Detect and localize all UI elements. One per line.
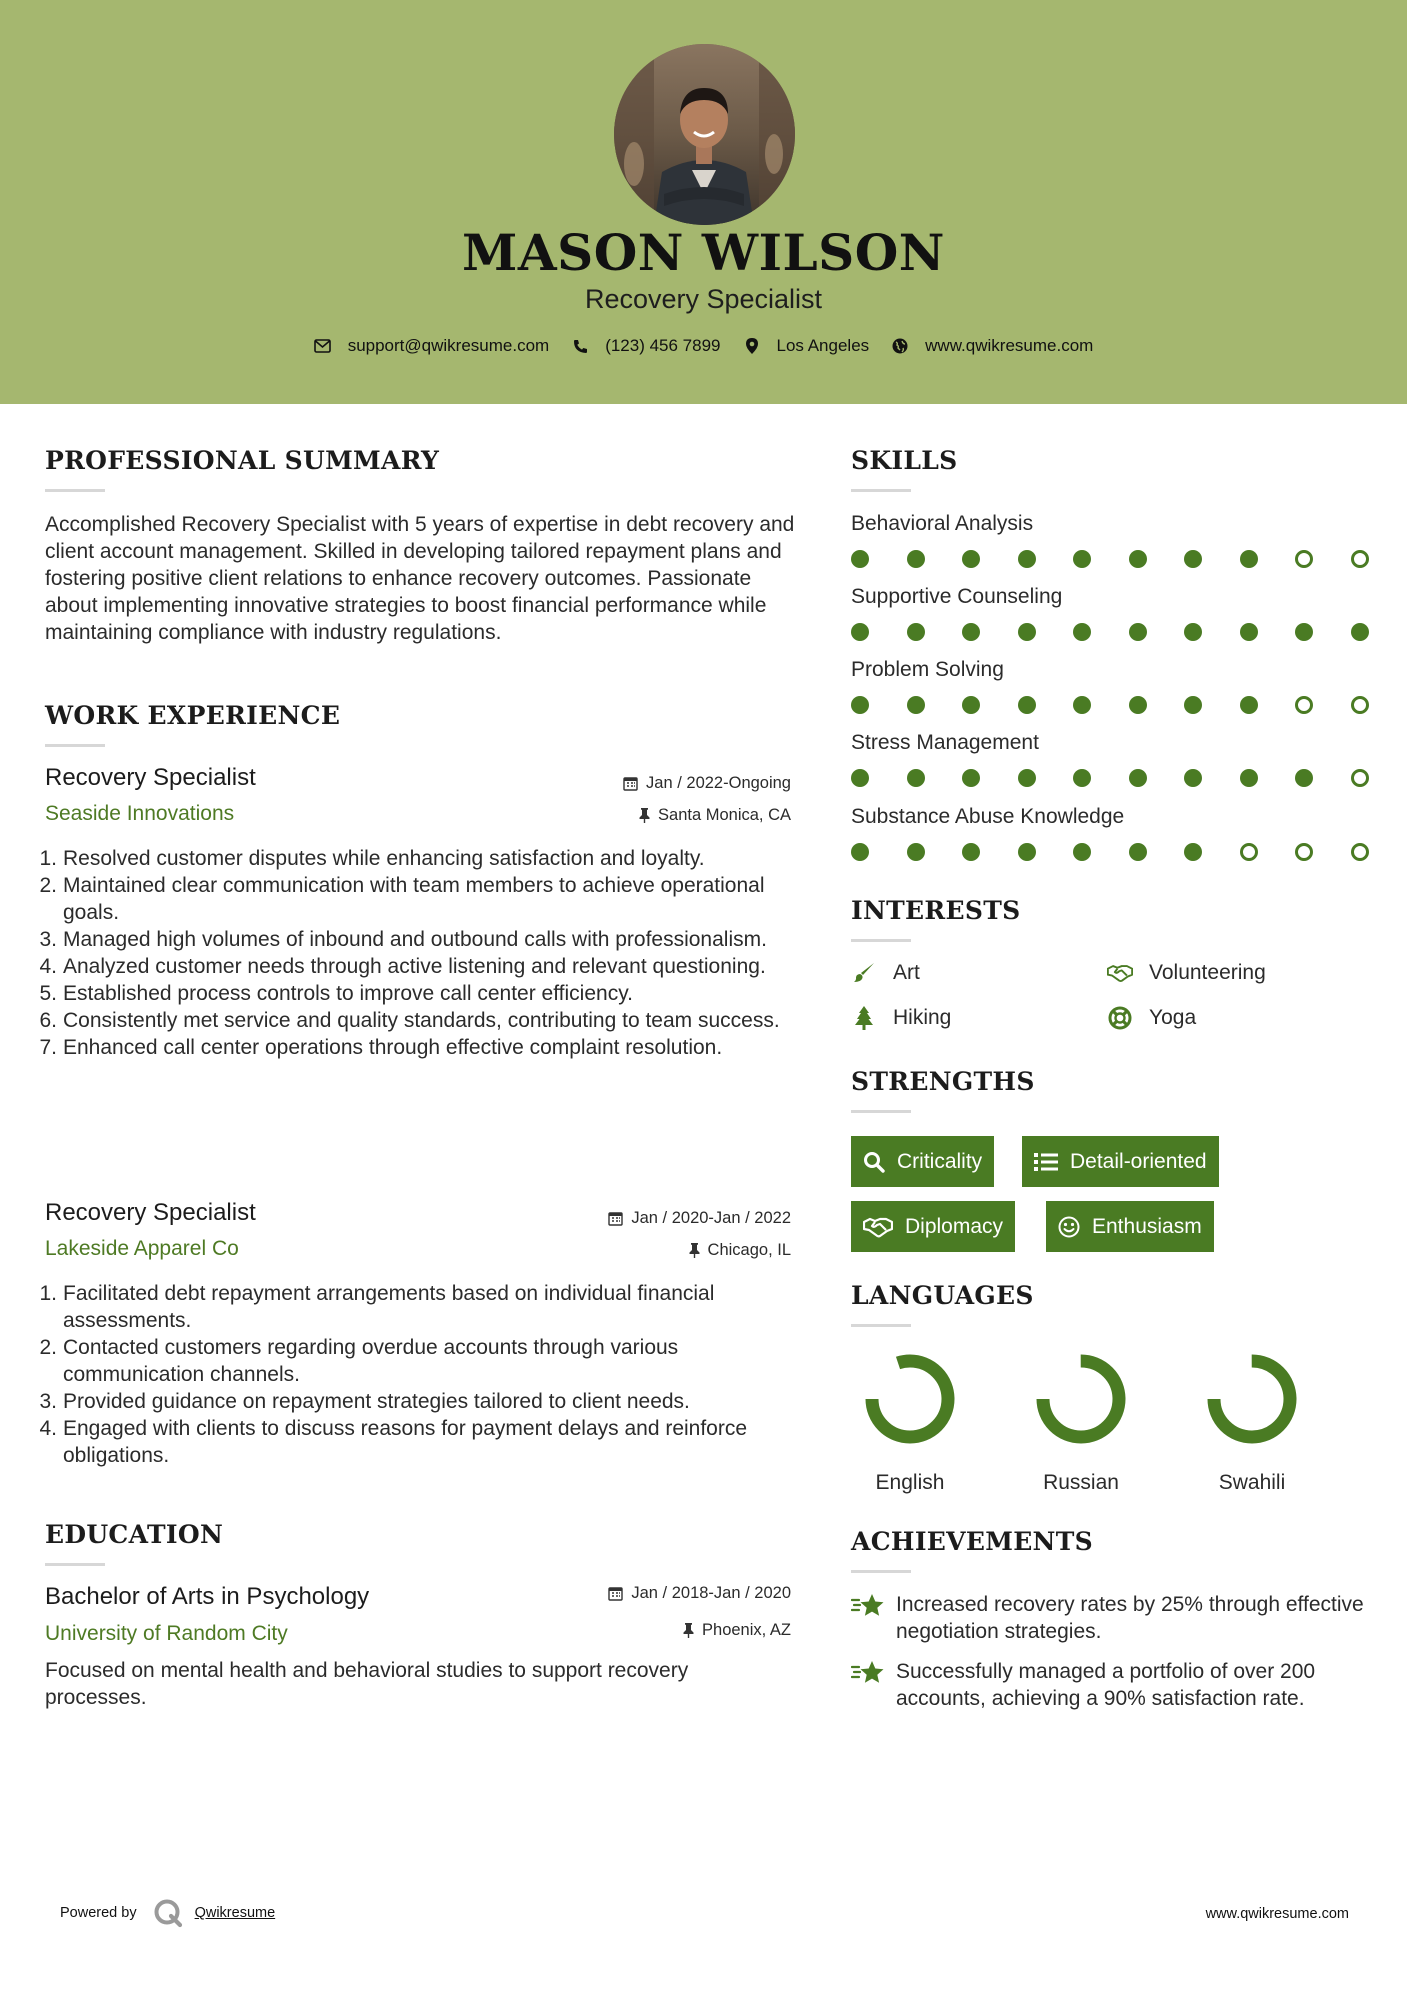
candidate-title: Recovery Specialist [584, 284, 823, 314]
location-text: Los Angeles [776, 336, 870, 355]
handshake-icon [1107, 960, 1133, 986]
job-1-date [500, 774, 791, 793]
skill-dot-filled [907, 696, 925, 714]
strength-label: Enthusiasm [1092, 1214, 1202, 1238]
candidate-name: MASON WILSON [462, 223, 945, 282]
achievement-text: Increased recovery rates by 25% through effective negotiation strategies. [896, 1593, 1364, 1643]
skill-dot-filled [1129, 550, 1147, 568]
list-item: 3. Provided guidance on repayment strategies tailored to client needs. [39, 1390, 690, 1413]
smile-icon [1058, 1216, 1080, 1238]
skill-dot-filled [907, 769, 925, 787]
lifering-icon [1107, 1005, 1133, 1031]
education-location-text: Phoenix, AZ [702, 1621, 791, 1639]
strength-tag-criticality [851, 1136, 994, 1187]
skill-dot-filled [1295, 769, 1313, 787]
languages-divider [851, 1324, 911, 1327]
contact-email[interactable] [314, 336, 550, 356]
education-description: Focused on mental health and behavioral studies to support recovery processes. [45, 1659, 689, 1709]
list-item: 4. Engaged with clients to discuss reasons for payment delays and reinforce obligations. [39, 1417, 748, 1467]
skill-dot-empty [1240, 843, 1258, 861]
skill-dot-filled [1184, 623, 1202, 641]
tree-icon [851, 1005, 877, 1031]
calendar-icon [623, 776, 638, 791]
skill-dot-filled [1129, 769, 1147, 787]
globe-icon [891, 337, 909, 355]
list-item: 6. Consistently met service and quality standards, contributing to team success. [39, 1009, 780, 1032]
job-1-location-text: Santa Monica, CA [658, 806, 791, 824]
interest-hiking [851, 1005, 951, 1031]
skill-dot-filled [851, 623, 869, 641]
phone-text: (123) 456 7899 [605, 336, 721, 355]
interest-label: Volunteering [1149, 961, 1266, 984]
skill-name: Behavioral Analysis [851, 512, 1034, 535]
skill-dot-filled [1184, 550, 1202, 568]
skill-dot-filled [1295, 623, 1313, 641]
job-2-location-text: Chicago, IL [707, 1241, 791, 1259]
skill-name: Substance Abuse Knowledge [851, 805, 1125, 828]
language-ring-arc [1043, 1361, 1119, 1437]
skill-dot-filled [1073, 550, 1091, 568]
achievement-item [851, 1591, 1371, 1645]
powered-by-label: Powered by [60, 1905, 137, 1921]
skill-dot-filled [962, 843, 980, 861]
website-text: www.qwikresume.com [925, 336, 1094, 355]
resume-header [0, 0, 1407, 404]
skill-dot-filled [1018, 696, 1036, 714]
language-progress-ring [860, 1349, 960, 1449]
interest-label: Hiking [893, 1006, 952, 1029]
skill-dot-filled [851, 696, 869, 714]
skill-dot-filled [907, 550, 925, 568]
skill-name: Problem Solving [851, 658, 1004, 681]
language-swahili [1192, 1349, 1312, 1495]
skill-dot-filled [962, 769, 980, 787]
language-ring-arc [872, 1361, 948, 1437]
skill-rating [851, 695, 1364, 715]
skill-dot-filled [1073, 696, 1091, 714]
list-item: 7. Enhanced call center operations through effective complaint resolution. [39, 1036, 723, 1059]
pushpin-icon [689, 1243, 700, 1258]
strengths-heading: STRENGTHS [851, 1067, 1035, 1096]
skill-dot-filled [851, 843, 869, 861]
education-divider [45, 1563, 105, 1566]
job-1-company: Seaside Innovations [45, 802, 235, 825]
interest-label: Yoga [1149, 1006, 1197, 1029]
contact-phone[interactable] [571, 336, 720, 356]
footer-website[interactable]: www.qwikresume.com [1205, 1906, 1349, 1922]
skill-dot-filled [1184, 843, 1202, 861]
star-icon [851, 1658, 885, 1712]
strength-tag-detail-oriented [1022, 1136, 1219, 1187]
strength-tag-diplomacy [851, 1201, 1015, 1252]
skill-dot-empty [1295, 696, 1313, 714]
list-icon [1034, 1152, 1058, 1172]
skill-name: Supportive Counseling [851, 585, 1063, 608]
skill-rating [851, 768, 1364, 788]
skill-dot-empty [1351, 696, 1369, 714]
education-heading: EDUCATION [45, 1520, 224, 1549]
language-russian [1021, 1349, 1141, 1495]
list-item: 2. Maintained clear communication with team members to achieve operational goals. [39, 874, 765, 924]
strength-label: Diplomacy [905, 1214, 1004, 1238]
skill-dot-empty [1351, 550, 1369, 568]
skill-dot-filled [1240, 623, 1258, 641]
experience-divider [45, 744, 105, 747]
skill-name: Stress Management [851, 731, 1039, 754]
skill-dot-filled [1240, 696, 1258, 714]
list-item: 1. Facilitated debt repayment arrangements based on individual financial assessments. [39, 1282, 715, 1332]
job-2-date [500, 1209, 791, 1228]
skill-dot-filled [1351, 623, 1369, 641]
skill-dot-filled [962, 696, 980, 714]
strength-label: Criticality [897, 1149, 983, 1173]
footer-powered-by [60, 1898, 275, 1928]
language-name: Russian [1043, 1471, 1119, 1494]
qwikresume-link[interactable]: Qwikresume [194, 1905, 276, 1921]
skill-dot-filled [1018, 623, 1036, 641]
education-school: University of Random City [45, 1622, 288, 1645]
skill-dot-filled [1073, 843, 1091, 861]
interest-volunteering [1107, 960, 1266, 986]
job-2-location [500, 1241, 791, 1260]
job-1-date-text: Jan / 2022-Ongoing [646, 774, 791, 792]
achievements-heading: ACHIEVEMENTS [851, 1527, 1093, 1556]
skill-dot-filled [1018, 843, 1036, 861]
summary-divider [45, 489, 105, 492]
language-english [850, 1349, 970, 1495]
envelope-icon [314, 337, 332, 355]
skill-rating [851, 842, 1364, 862]
skill-dot-filled [1184, 769, 1202, 787]
skill-dot-filled [851, 769, 869, 787]
star-icon [851, 1591, 885, 1645]
interest-label: Art [893, 961, 920, 984]
skill-dot-filled [1240, 769, 1258, 787]
list-item: 5. Established process controls to improve call center efficiency. [39, 982, 633, 1005]
interest-yoga [1107, 1005, 1196, 1031]
skill-dot-filled [1018, 769, 1036, 787]
strengths-divider [851, 1110, 911, 1113]
skill-dot-filled [1073, 623, 1091, 641]
experience-heading: WORK EXPERIENCE [45, 701, 341, 730]
skill-dot-filled [1240, 550, 1258, 568]
skill-dot-filled [1018, 550, 1036, 568]
interests-heading: INTERESTS [851, 896, 1021, 925]
skill-dot-filled [851, 550, 869, 568]
pushpin-icon [683, 1623, 694, 1638]
languages-heading: LANGUAGES [851, 1281, 1034, 1310]
qwikresume-logo-icon [153, 1898, 183, 1928]
interests-divider [851, 939, 911, 942]
job-2-company: Lakeside Apparel Co [45, 1237, 239, 1260]
education-date [500, 1584, 791, 1603]
phone-icon [571, 337, 589, 355]
list-item: 3. Managed high volumes of inbound and outbound calls with professionalism. [39, 928, 767, 951]
language-progress-ring [1202, 1349, 1302, 1449]
contact-location [743, 336, 870, 356]
paintbrush-icon [851, 960, 877, 986]
strength-tag-enthusiasm [1046, 1201, 1214, 1252]
job-2-bullets [37, 1280, 797, 1469]
strength-label: Detail-oriented [1070, 1149, 1207, 1173]
skill-dot-filled [907, 843, 925, 861]
job-2-date-text: Jan / 2020-Jan / 2022 [631, 1209, 791, 1227]
achievements-divider [851, 1570, 911, 1573]
calendar-icon [608, 1211, 623, 1226]
interest-art [851, 960, 920, 986]
job-1-bullets [37, 845, 797, 1061]
skill-rating [851, 549, 1364, 569]
achievement-item [851, 1658, 1371, 1712]
summary-heading: PROFESSIONAL SUMMARY [45, 446, 440, 475]
language-name: English [875, 1471, 945, 1494]
contact-bar [0, 336, 1407, 356]
handshake-icon [863, 1216, 893, 1238]
calendar-icon [608, 1586, 623, 1601]
skills-divider [851, 489, 911, 492]
language-name: Swahili [1218, 1471, 1286, 1494]
contact-website[interactable] [891, 336, 1093, 356]
skill-dot-empty [1295, 843, 1313, 861]
job-2-role: Recovery Specialist [45, 1199, 256, 1226]
skill-dot-empty [1351, 769, 1369, 787]
list-item: 4. Analyzed customer needs through active listening and relevant questioning. [39, 955, 766, 978]
summary-text: Accomplished Recovery Specialist with 5 years of expertise in debt recovery and client account management. Skilled in developing tailored repayment plans and fostering positive client relations to enhance recovery outcomes. Passionate about implementing innovative strategies to boost financial performance while maintaining compliance with industry regulations. [45, 513, 795, 644]
job-1-role: Recovery Specialist [45, 764, 256, 791]
language-progress-ring [1031, 1349, 1131, 1449]
skill-dot-empty [1351, 843, 1369, 861]
skill-dot-filled [1129, 623, 1147, 641]
map-pin-icon [743, 337, 761, 355]
skill-dot-filled [1129, 696, 1147, 714]
achievement-text: Successfully managed a portfolio of over 200 accounts, achieving a 90% satisfaction rate. [896, 1660, 1316, 1710]
skill-dot-filled [1129, 843, 1147, 861]
skill-rating [851, 622, 1364, 642]
education-location [500, 1621, 791, 1640]
skill-dot-filled [1184, 696, 1202, 714]
skill-dot-empty [1295, 550, 1313, 568]
list-item: 1. Resolved customer disputes while enhancing satisfaction and loyalty. [39, 847, 705, 870]
list-item: 2. Contacted customers regarding overdue accounts through various communication channels. [39, 1336, 679, 1386]
email-text: support@qwikresume.com [347, 336, 550, 355]
skill-dot-filled [962, 550, 980, 568]
skills-heading: SKILLS [851, 446, 958, 475]
skill-dot-filled [962, 623, 980, 641]
profile-photo [614, 44, 795, 225]
skill-dot-filled [1073, 769, 1091, 787]
job-1-location [500, 806, 791, 825]
language-ring-arc [1214, 1361, 1290, 1437]
education-date-text: Jan / 2018-Jan / 2020 [631, 1584, 791, 1602]
search-icon [863, 1151, 885, 1173]
education-degree: Bachelor of Arts in Psychology [45, 1583, 370, 1610]
skill-dot-filled [907, 623, 925, 641]
pushpin-icon [639, 808, 650, 823]
